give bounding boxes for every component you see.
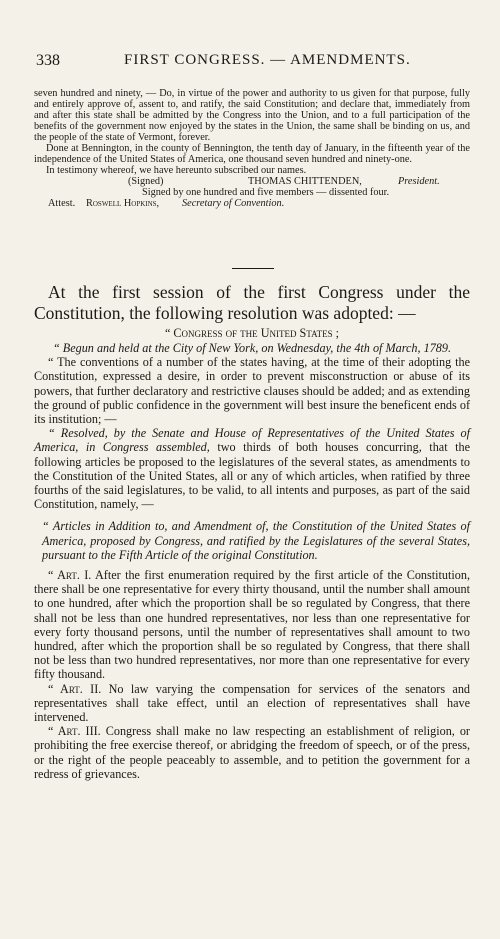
signature-line	[34, 176, 470, 187]
article-1	[34, 568, 470, 682]
resolved-paragraph	[34, 426, 470, 511]
intro-text: At the first session of the first Congress under the Constitution, the following resolution was adopted: —	[34, 282, 470, 323]
resolution-section	[34, 326, 470, 781]
signed-by-text: Signed by one hundred and five members — dissented four.	[142, 187, 390, 198]
articles-heading: “ Articles in Addition to, and Amendment of, the Constitution of the United States of America, proposed by Congress, and ratified by the Legislatures of the several States, pursuant to the Fifth Article of the original Constitution.	[42, 519, 470, 562]
vermont-section	[34, 88, 470, 209]
section-divider	[232, 268, 274, 269]
signed-label: (Signed)	[128, 176, 164, 187]
page-number: 338	[36, 52, 60, 69]
vermont-done-paragraph: Done at Bennington, in the county of Bennington, the tenth day of January, in the fifteenth year of the independence of the United States of America, one thousand seven hundred and ninety-one.	[34, 143, 470, 165]
attest-line	[34, 198, 470, 209]
page-header	[36, 52, 466, 74]
intro-paragraph	[34, 282, 470, 324]
article-2	[34, 682, 470, 725]
attest-label: Attest.	[48, 198, 76, 209]
attest-name: Roswell Hopkins,	[86, 198, 160, 209]
article-3-text: Congress shall make no law respecting an establishment of religion, or prohibiting the free exercise thereof, or abridging the freedom of speech, or of the press, or the right of the people peaceably to assemble, and to petition the government for a redress of grievances.	[34, 724, 470, 781]
resolved-lead: “ Resolved, by the Senate and House of Representatives of the United States of America, in Congress assembled,	[34, 426, 470, 455]
attest-title: Secretary of Convention.	[182, 198, 285, 209]
article-1-label: “ Art. I.	[48, 568, 92, 583]
signer-title: President.	[398, 176, 440, 187]
article-1-text: After the first enumeration required by the first article of the Constitution, there shall be one representative for every thirty thousand, until the number shall amount to one hundred, after which the proportion shall be so regulated by Congress, that there shall not be less than one hundred representatives, nor less than one representative for every forty thousand persons, until the number of representatives shall amount to two hundred, after which the proportion shall be so regulated by Congress, that there shall not be less than two hundred representatives, nor more than one representative for every fifty thousand.	[34, 568, 471, 682]
testimony-line: In testimony whereof, we have hereunto subscribed our names.	[46, 165, 307, 176]
congress-caption: “ Congress of the United States ;	[164, 326, 340, 340]
signed-by-line	[34, 187, 470, 198]
signer-name: THOMAS CHITTENDEN,	[248, 176, 362, 187]
article-3-label: “ Art. III.	[48, 724, 101, 739]
preamble-paragraph: “ The conventions of a number of the states having, at the time of their adopting the Constitution, expressed a desire, in order to prevent misconstruction or abuse of its powers, that further declaratory and restrictive clauses should be added; and as extending the ground of public confidence in the government will best insure the beneficent ends of its institution; —	[34, 355, 470, 427]
article-3	[34, 724, 470, 781]
article-2-text: No law varying the compensation for services of the senators and representatives shall take effect, until an election of representatives shall have intervened.	[34, 681, 471, 725]
running-head: FIRST CONGRESS. — AMENDMENTS.	[124, 52, 411, 68]
article-2-label: “ Art. II.	[48, 681, 102, 696]
resolved-body: two thirds of both houses concurring, that the following articles be proposed to the legislatures of the several states, as amendments to the Constitution of the United States, all or any of which articles, when ratified by three fourths of the said legislatures, to be valid, to all intents and purposes, as part of the said Constitution, namely, —	[34, 440, 470, 512]
begun-line: “ Begun and held at the City of New York, on Wednesday, the 4th of March, 1789.	[52, 341, 452, 355]
vermont-ratification-paragraph: seven hundred and ninety, — Do, in virtue of the power and authority to us given for that purpose, fully and entirely approve of, assent to, and ratify, the said Constitution; and declare that, immediately from and after this state shall be admitted by the Congress into the Union, and to a full participation of the benefits of the government now enjoyed by the states in the Union, the same shall be binding on us, and the people of the state of Vermont, forever.	[34, 88, 470, 143]
